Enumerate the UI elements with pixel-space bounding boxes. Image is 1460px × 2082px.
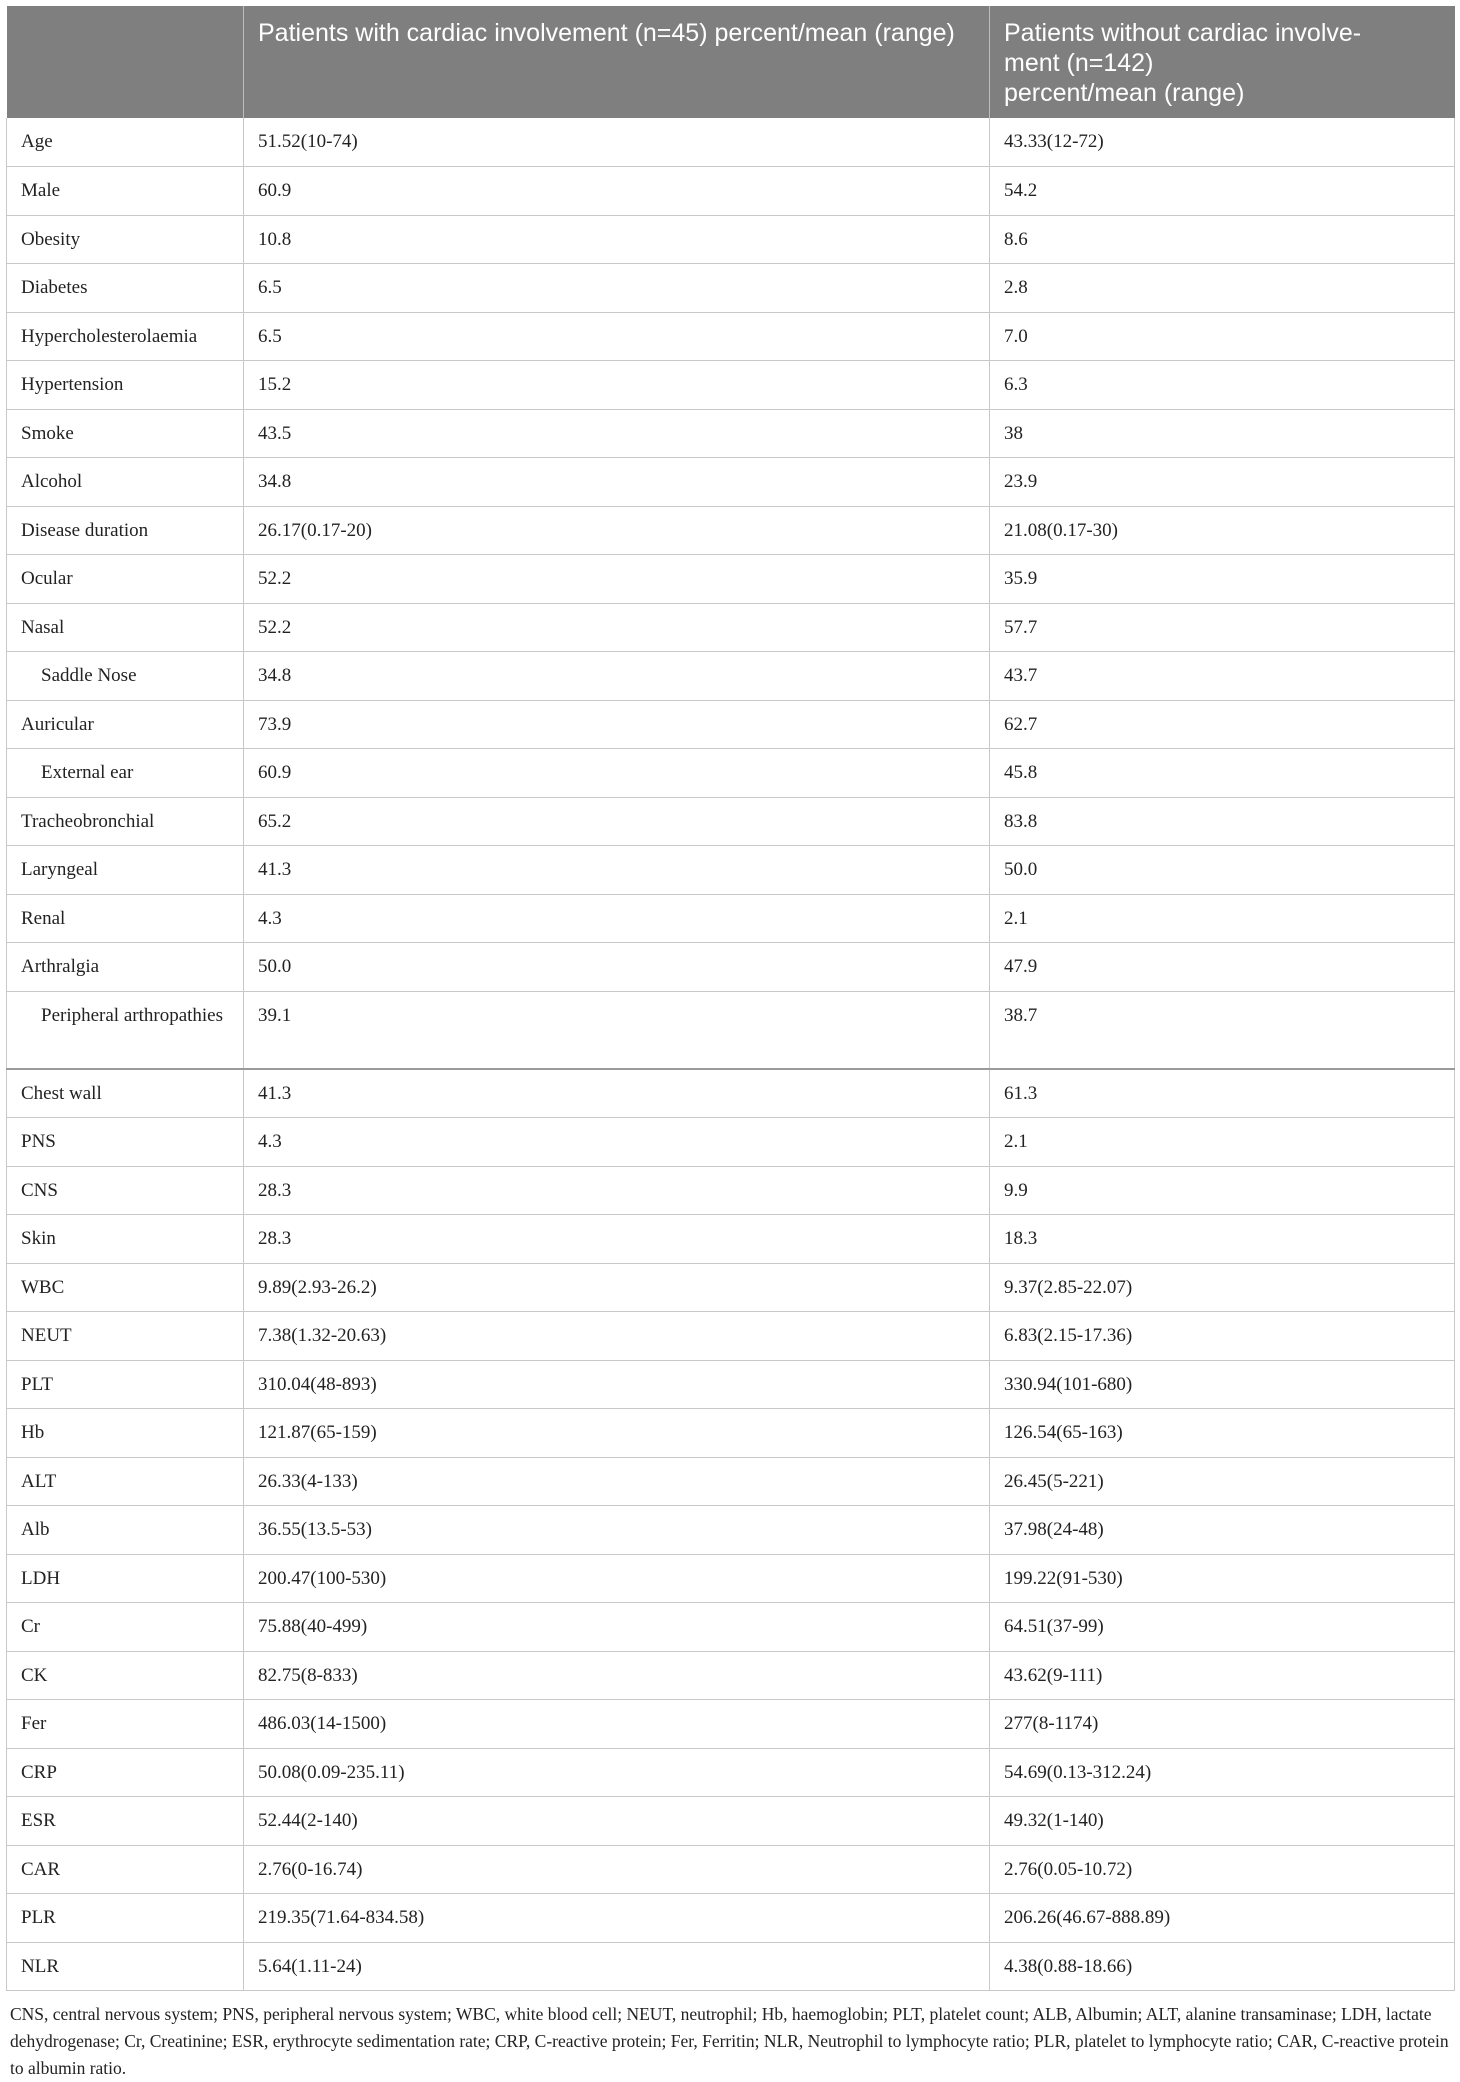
table-row xyxy=(7,1312,1455,1361)
value-with-cardiac: 7.38(1.32-20.63) xyxy=(244,1312,990,1361)
value-without-cardiac: 54.2 xyxy=(990,167,1455,216)
value-without-cardiac: 57.7 xyxy=(990,603,1455,652)
table-row xyxy=(7,797,1455,846)
value-without-cardiac: 37.98(24-48) xyxy=(990,1506,1455,1555)
table-row xyxy=(7,1942,1455,1991)
value-with-cardiac: 28.3 xyxy=(244,1166,990,1215)
table-row xyxy=(7,1651,1455,1700)
value-without-cardiac: 54.69(0.13-312.24) xyxy=(990,1748,1455,1797)
header-with-cardiac: Patients with cardiac involvement (n=45) percent/mean (range) xyxy=(244,6,990,118)
value-with-cardiac: 82.75(8-833) xyxy=(244,1651,990,1700)
value-with-cardiac: 52.2 xyxy=(244,555,990,604)
value-with-cardiac: 26.33(4-133) xyxy=(244,1457,990,1506)
table-row xyxy=(7,1554,1455,1603)
value-with-cardiac: 6.5 xyxy=(244,264,990,313)
table-row xyxy=(7,1894,1455,1943)
value-without-cardiac: 35.9 xyxy=(990,555,1455,604)
value-with-cardiac: 34.8 xyxy=(244,458,990,507)
value-without-cardiac: 18.3 xyxy=(990,1215,1455,1264)
value-with-cardiac: 10.8 xyxy=(244,215,990,264)
value-without-cardiac: 4.38(0.88-18.66) xyxy=(990,1942,1455,1991)
table-row xyxy=(7,1700,1455,1749)
table-row xyxy=(7,1603,1455,1652)
row-label: LDH xyxy=(7,1554,244,1603)
value-with-cardiac: 4.3 xyxy=(244,1118,990,1167)
value-without-cardiac: 43.7 xyxy=(990,652,1455,701)
row-label: Hypertension xyxy=(7,361,244,410)
row-label: Auricular xyxy=(7,700,244,749)
row-label: External ear xyxy=(7,749,244,798)
value-without-cardiac: 47.9 xyxy=(990,943,1455,992)
value-without-cardiac: 277(8-1174) xyxy=(990,1700,1455,1749)
table-row xyxy=(7,991,1455,1069)
header-without-cardiac: Patients without cardiac involve- ment (n=142) percent/mean (range) xyxy=(990,6,1455,118)
row-label: Male xyxy=(7,167,244,216)
value-without-cardiac: 8.6 xyxy=(990,215,1455,264)
value-with-cardiac: 310.04(48-893) xyxy=(244,1360,990,1409)
value-without-cardiac: 49.32(1-140) xyxy=(990,1797,1455,1846)
value-with-cardiac: 73.9 xyxy=(244,700,990,749)
value-without-cardiac: 2.76(0.05-10.72) xyxy=(990,1845,1455,1894)
value-without-cardiac: 43.33(12-72) xyxy=(990,118,1455,167)
row-label: Obesity xyxy=(7,215,244,264)
table-row xyxy=(7,1263,1455,1312)
value-without-cardiac: 83.8 xyxy=(990,797,1455,846)
value-with-cardiac: 51.52(10-74) xyxy=(244,118,990,167)
table-row xyxy=(7,1845,1455,1894)
table-row xyxy=(7,1215,1455,1264)
row-label: PLT xyxy=(7,1360,244,1409)
table-row xyxy=(7,167,1455,216)
value-without-cardiac: 23.9 xyxy=(990,458,1455,507)
value-with-cardiac: 60.9 xyxy=(244,749,990,798)
table-row xyxy=(7,700,1455,749)
value-with-cardiac: 5.64(1.11-24) xyxy=(244,1942,990,1991)
row-label: PLR xyxy=(7,1894,244,1943)
row-label: Smoke xyxy=(7,409,244,458)
row-label: PNS xyxy=(7,1118,244,1167)
value-without-cardiac: 330.94(101-680) xyxy=(990,1360,1455,1409)
value-without-cardiac: 6.3 xyxy=(990,361,1455,410)
value-with-cardiac: 50.08(0.09-235.11) xyxy=(244,1748,990,1797)
table-row xyxy=(7,1748,1455,1797)
row-label: Renal xyxy=(7,894,244,943)
table-container xyxy=(6,6,1454,2082)
table-footnote: CNS, central nervous system; PNS, peripheral nervous system; WBC, white blood cell; NEUT, neutrophil; Hb, haemoglobin; PLT, platelet count; ALB, Albumin; ALT, alanine transaminase; LDH, lactate dehydrogenase; Cr, Creatinine; ESR, erythrocyte sedimentation rate; CRP, C-reactive protein; Fer, Ferritin; NLR, Neutrophil to lymphocyte ratio; PLR, platelet to lymphocyte ratio; CAR, C-reactive protein to albumin ratio. xyxy=(10,2004,1449,2078)
table-row xyxy=(7,1118,1455,1167)
row-label: Chest wall xyxy=(7,1069,244,1118)
table-row xyxy=(7,846,1455,895)
table-row xyxy=(7,1360,1455,1409)
value-with-cardiac: 200.47(100-530) xyxy=(244,1554,990,1603)
table-row xyxy=(7,118,1455,167)
value-with-cardiac: 26.17(0.17-20) xyxy=(244,506,990,555)
value-with-cardiac: 52.44(2-140) xyxy=(244,1797,990,1846)
value-with-cardiac: 28.3 xyxy=(244,1215,990,1264)
value-without-cardiac: 64.51(37-99) xyxy=(990,1603,1455,1652)
value-without-cardiac: 61.3 xyxy=(990,1069,1455,1118)
row-label: Peripheral arthropathies xyxy=(7,991,244,1069)
row-label: Arthralgia xyxy=(7,943,244,992)
row-label: Alb xyxy=(7,1506,244,1555)
value-with-cardiac: 36.55(13.5-53) xyxy=(244,1506,990,1555)
value-with-cardiac: 43.5 xyxy=(244,409,990,458)
table-row xyxy=(7,361,1455,410)
value-with-cardiac: 9.89(2.93-26.2) xyxy=(244,1263,990,1312)
value-without-cardiac: 6.83(2.15-17.36) xyxy=(990,1312,1455,1361)
value-with-cardiac: 60.9 xyxy=(244,167,990,216)
value-with-cardiac: 4.3 xyxy=(244,894,990,943)
table-row xyxy=(7,1069,1455,1118)
value-without-cardiac: 43.62(9-111) xyxy=(990,1651,1455,1700)
table-row xyxy=(7,264,1455,313)
row-label: Skin xyxy=(7,1215,244,1264)
value-with-cardiac: 15.2 xyxy=(244,361,990,410)
table-row xyxy=(7,1166,1455,1215)
value-with-cardiac: 75.88(40-499) xyxy=(244,1603,990,1652)
row-label: CK xyxy=(7,1651,244,1700)
row-label: Disease duration xyxy=(7,506,244,555)
value-without-cardiac: 2.1 xyxy=(990,894,1455,943)
value-without-cardiac: 9.37(2.85-22.07) xyxy=(990,1263,1455,1312)
row-label: NLR xyxy=(7,1942,244,1991)
table-row xyxy=(7,603,1455,652)
row-label: Diabetes xyxy=(7,264,244,313)
row-label: Ocular xyxy=(7,555,244,604)
row-label: Fer xyxy=(7,1700,244,1749)
patient-characteristics-table xyxy=(6,6,1455,1991)
table-row xyxy=(7,1457,1455,1506)
table-row xyxy=(7,894,1455,943)
row-label: ESR xyxy=(7,1797,244,1846)
value-with-cardiac: 2.76(0-16.74) xyxy=(244,1845,990,1894)
table-row xyxy=(7,943,1455,992)
value-without-cardiac: 2.1 xyxy=(990,1118,1455,1167)
value-with-cardiac: 121.87(65-159) xyxy=(244,1409,990,1458)
value-without-cardiac: 206.26(46.67-888.89) xyxy=(990,1894,1455,1943)
value-with-cardiac: 50.0 xyxy=(244,943,990,992)
value-without-cardiac: 21.08(0.17-30) xyxy=(990,506,1455,555)
value-with-cardiac: 219.35(71.64-834.58) xyxy=(244,1894,990,1943)
row-label: Saddle Nose xyxy=(7,652,244,701)
value-with-cardiac: 34.8 xyxy=(244,652,990,701)
value-without-cardiac: 126.54(65-163) xyxy=(990,1409,1455,1458)
table-row xyxy=(7,312,1455,361)
value-without-cardiac: 2.8 xyxy=(990,264,1455,313)
value-without-cardiac: 62.7 xyxy=(990,700,1455,749)
value-without-cardiac: 45.8 xyxy=(990,749,1455,798)
table-row xyxy=(7,506,1455,555)
value-without-cardiac: 7.0 xyxy=(990,312,1455,361)
row-label: NEUT xyxy=(7,1312,244,1361)
row-label: Nasal xyxy=(7,603,244,652)
table-header-row xyxy=(7,6,1455,118)
value-without-cardiac: 26.45(5-221) xyxy=(990,1457,1455,1506)
table-row xyxy=(7,458,1455,507)
table-row xyxy=(7,1409,1455,1458)
row-label: Age xyxy=(7,118,244,167)
row-label: Alcohol xyxy=(7,458,244,507)
table-row xyxy=(7,749,1455,798)
value-with-cardiac: 39.1 xyxy=(244,991,990,1069)
value-with-cardiac: 41.3 xyxy=(244,846,990,895)
row-label: WBC xyxy=(7,1263,244,1312)
value-with-cardiac: 65.2 xyxy=(244,797,990,846)
value-with-cardiac: 41.3 xyxy=(244,1069,990,1118)
value-without-cardiac: 50.0 xyxy=(990,846,1455,895)
table-row xyxy=(7,555,1455,604)
row-label: Hypercholesterolaemia xyxy=(7,312,244,361)
row-label: CRP xyxy=(7,1748,244,1797)
table-body xyxy=(7,118,1455,1991)
table-row xyxy=(7,652,1455,701)
row-label: CNS xyxy=(7,1166,244,1215)
value-without-cardiac: 9.9 xyxy=(990,1166,1455,1215)
row-label: Hb xyxy=(7,1409,244,1458)
row-label: ALT xyxy=(7,1457,244,1506)
row-label: CAR xyxy=(7,1845,244,1894)
value-with-cardiac: 52.2 xyxy=(244,603,990,652)
table-row xyxy=(7,215,1455,264)
value-without-cardiac: 38 xyxy=(990,409,1455,458)
table-row xyxy=(7,1797,1455,1846)
header-variable xyxy=(7,6,244,118)
row-label: Tracheobronchial xyxy=(7,797,244,846)
value-without-cardiac: 38.7 xyxy=(990,991,1455,1069)
table-row xyxy=(7,1506,1455,1555)
row-label: Laryngeal xyxy=(7,846,244,895)
value-without-cardiac: 199.22(91-530) xyxy=(990,1554,1455,1603)
value-with-cardiac: 6.5 xyxy=(244,312,990,361)
row-label: Cr xyxy=(7,1603,244,1652)
table-row xyxy=(7,409,1455,458)
value-with-cardiac: 486.03(14-1500) xyxy=(244,1700,990,1749)
